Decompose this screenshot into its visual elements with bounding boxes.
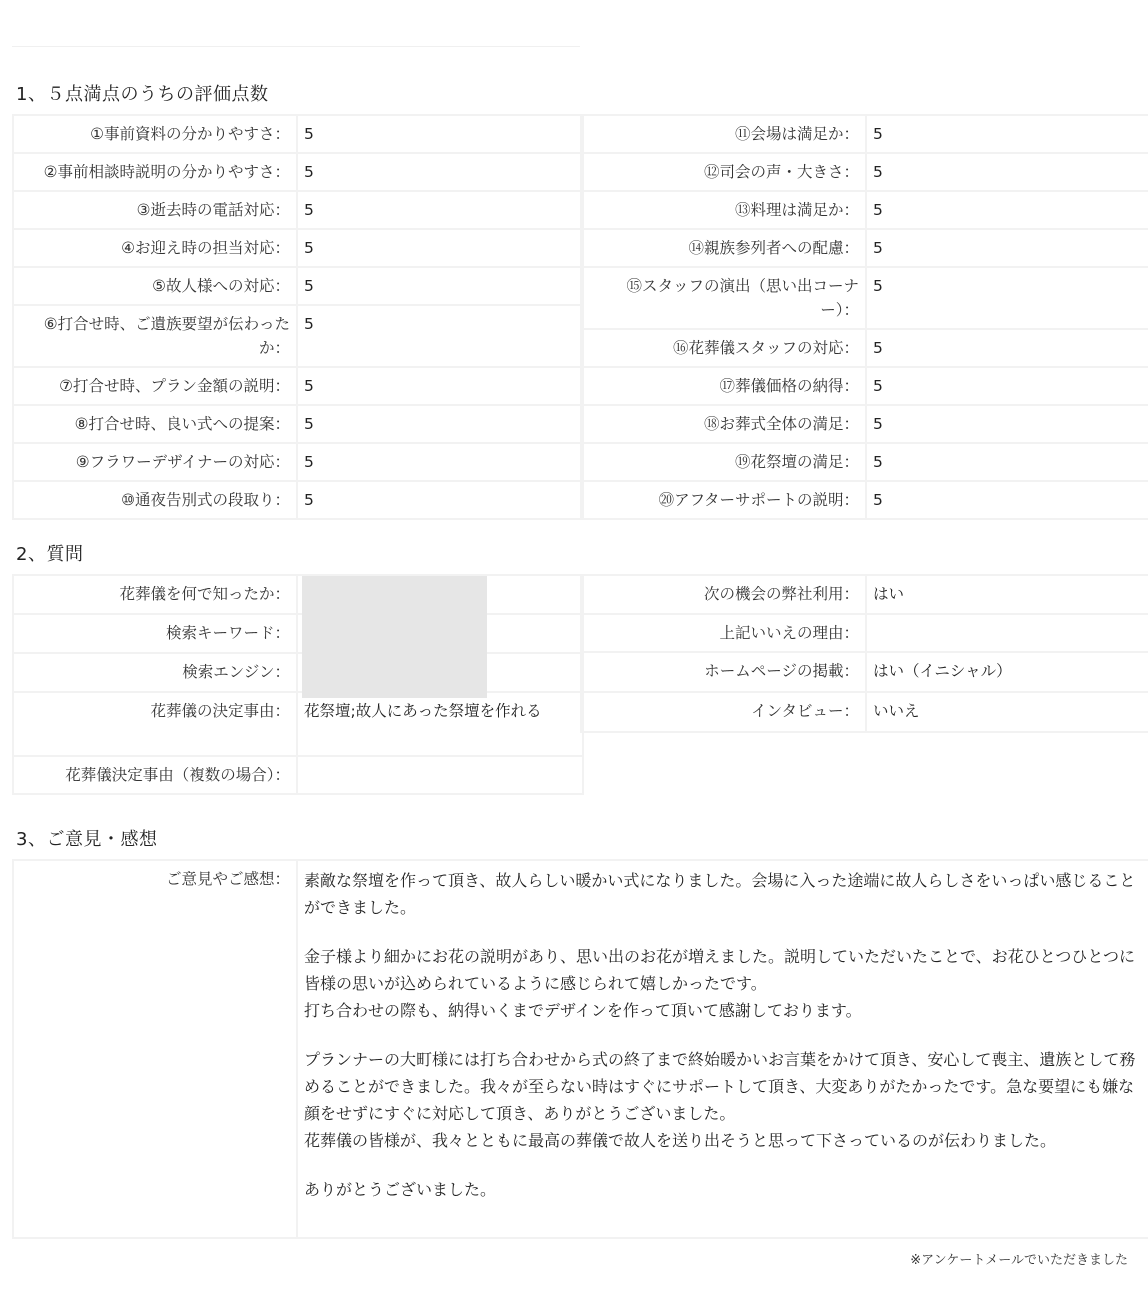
opinion-text: [297, 860, 1148, 1238]
field-label: ⑬料理は満足か：: [581, 191, 866, 229]
questions-table-right: [580, 574, 1148, 733]
field-label: ⑤故人様への対応：: [13, 267, 297, 305]
opinion-label: ご意見やご感想：: [13, 860, 297, 1238]
table-row: [581, 267, 1148, 329]
field-value: 5: [297, 267, 583, 305]
field-value: 5: [866, 367, 1148, 405]
field-label: ①事前資料の分かりやすさ：: [13, 115, 297, 153]
field-value: 花祭壇;故人にあった祭壇を作れる: [297, 692, 583, 756]
opinion-paragraph: 素敵な祭壇を作って頂き、故人らしい暖かい式になりました。会場に入った途端に故人らしさをいっぱい感じることができました。: [304, 871, 1136, 917]
field-label: 検索エンジン：: [13, 653, 297, 692]
field-value: 5: [297, 115, 583, 153]
field-label: ⑫司会の声・大きさ：: [581, 153, 866, 191]
field-value: [297, 756, 583, 794]
field-value: 5: [866, 329, 1148, 367]
table-row: [581, 191, 1148, 229]
table-row: [13, 229, 583, 267]
field-label: ⑱お葬式全体の満足：: [581, 405, 866, 443]
table-row: [13, 443, 583, 481]
field-value: 5: [866, 191, 1148, 229]
field-label: 上記いいえの理由：: [581, 614, 866, 652]
field-value: [866, 614, 1148, 652]
table-row: [13, 575, 583, 614]
section3-title: 3、ご意見・感想: [16, 829, 158, 850]
table-row: [13, 405, 583, 443]
field-label: ⑳アフターサポートの説明：: [581, 481, 866, 519]
field-label: ホームページの掲載：: [581, 652, 866, 692]
ratings-table-right: [580, 114, 1148, 520]
table-row: [581, 443, 1148, 481]
field-label: 検索キーワード：: [13, 614, 297, 653]
table-row: [581, 614, 1148, 652]
field-value: 5: [866, 115, 1148, 153]
table-row: [13, 614, 583, 653]
field-label: ④お迎え時の担当対応：: [13, 229, 297, 267]
field-label: インタビュー：: [581, 692, 866, 732]
field-label: ③逝去時の電話対応：: [13, 191, 297, 229]
field-value: 5: [866, 229, 1148, 267]
section2-title: 2、質問: [16, 544, 84, 565]
field-label: 花葬儀の決定事由：: [13, 692, 297, 756]
opinion-paragraph: プランナーの大町様には打ち合わせから式の終了まで終始暖かいお言葉をかけて頂き、安心して喪主、遺族として務めることができました。我々が至らない時はすぐにサポートして頂き、大変ありがたかったです。急な要望にも嫌な顔をせずにすぐに対応して頂き、ありがとうございました。 花葬儀の皆様が、我々とともに最高の葬儀で故人を送り出そうと思って下さっているのが伝わりました。: [304, 1050, 1136, 1150]
table-row: [581, 481, 1148, 519]
field-value: 5: [866, 405, 1148, 443]
opinion-paragraph: ありがとうございました。: [304, 1180, 497, 1199]
footnote: ※アンケートメールでいただきました: [910, 1253, 1128, 1268]
field-value: 5: [297, 229, 583, 267]
field-value: 5: [866, 443, 1148, 481]
table-row: [581, 367, 1148, 405]
field-value: 5: [866, 481, 1148, 519]
field-label: ⑧打合せ時、良い式への提案：: [13, 405, 297, 443]
table-row: [13, 153, 583, 191]
table-row: [581, 692, 1148, 732]
table-row: [581, 405, 1148, 443]
table-row: [13, 653, 583, 692]
field-value: 5: [297, 367, 583, 405]
field-value: 5: [297, 305, 583, 367]
opinion-table: [12, 859, 1148, 1239]
field-value: 5: [297, 443, 583, 481]
table-row: [13, 191, 583, 229]
table-row: [581, 329, 1148, 367]
field-label: 次の機会の弊社利用：: [581, 575, 866, 614]
field-label: ⑮スタッフの演出（思い出コーナー）：: [581, 267, 866, 329]
field-label: ⑲花祭壇の満足：: [581, 443, 866, 481]
field-value: いいえ: [866, 692, 1148, 732]
table-row: [13, 115, 583, 153]
ratings-table-left: [12, 114, 584, 520]
table-row: [13, 692, 583, 756]
table-row: [13, 367, 583, 405]
table-row: [581, 652, 1148, 692]
field-label: ⑪会場は満足か：: [581, 115, 866, 153]
field-label: ⑰葬儀価格の納得：: [581, 367, 866, 405]
opinion-row: [13, 860, 1148, 1238]
field-label: ⑦打合せ時、プラン金額の説明：: [13, 367, 297, 405]
field-label: 花葬儀を何で知ったか：: [13, 575, 297, 614]
table-row: [581, 229, 1148, 267]
table-row: [13, 481, 583, 519]
top-divider: [12, 46, 580, 47]
field-label: ⑯花葬儀スタッフの対応：: [581, 329, 866, 367]
field-value: はい（イニシャル）: [866, 652, 1148, 692]
table-row: [13, 756, 583, 794]
field-label: 花葬儀決定事由（複数の場合）：: [13, 756, 297, 794]
field-label: ⑨フラワーデザイナーの対応：: [13, 443, 297, 481]
field-label: ⑩通夜告別式の段取り：: [13, 481, 297, 519]
questions-table-left: [12, 574, 584, 795]
field-value: 5: [866, 153, 1148, 191]
opinion-paragraph: 金子様より細かにお花の説明があり、思い出のお花が増えました。説明していただいたことで、お花ひとつひとつに皆様の思いが込められているように感じられて嬉しかったです。 打ち合わせの際も、納得いくまでデザインを作って頂いて感謝しております。: [304, 947, 1136, 1020]
field-value: 5: [297, 191, 583, 229]
field-value: 5: [297, 405, 583, 443]
field-label: ⑭親族参列者への配慮：: [581, 229, 866, 267]
redacted-area: [302, 576, 487, 698]
table-row: [581, 115, 1148, 153]
section1-title: 1、５点満点のうちの評価点数: [16, 84, 269, 105]
field-value: 5: [297, 153, 583, 191]
table-row: [581, 575, 1148, 614]
table-row: [13, 305, 583, 367]
field-value: はい: [866, 575, 1148, 614]
field-value: 5: [297, 481, 583, 519]
field-label: ⑥打合せ時、ご遺族要望が伝わったか：: [13, 305, 297, 367]
field-label: ②事前相談時説明の分かりやすさ：: [13, 153, 297, 191]
table-row: [581, 153, 1148, 191]
table-row: [13, 267, 583, 305]
field-value: 5: [866, 267, 1148, 329]
